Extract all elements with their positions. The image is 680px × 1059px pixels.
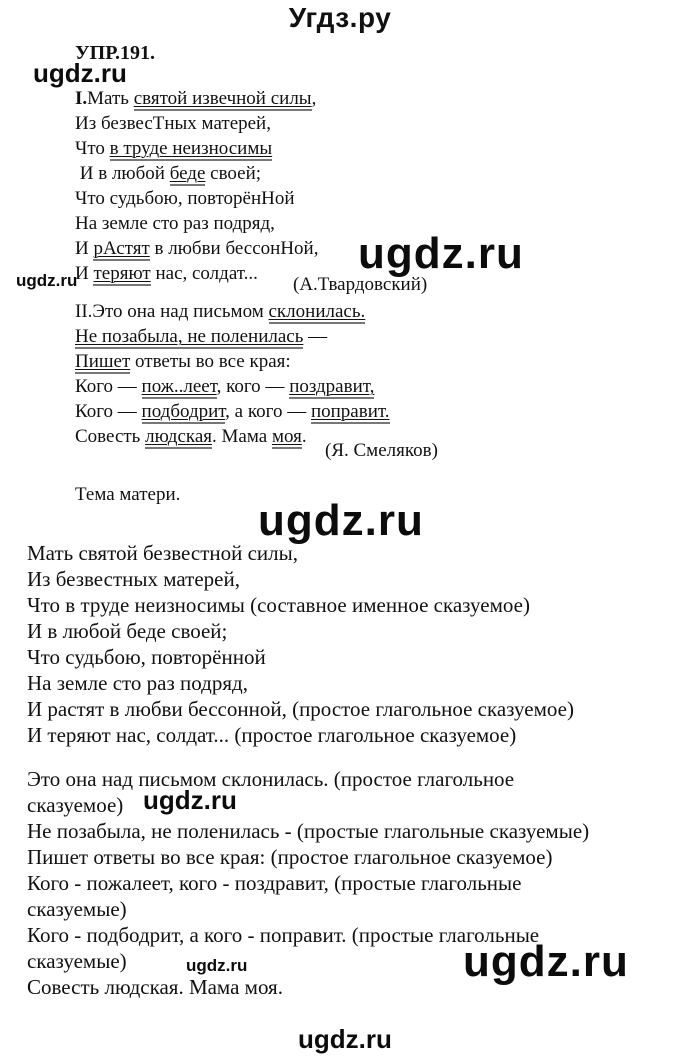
answer-line: сказуемые): [27, 949, 127, 973]
answer-block-1: [27, 540, 667, 748]
poem-part-1: [75, 86, 318, 286]
predicate-underlined: поздравит,: [289, 376, 375, 397]
text: нас, солдат...: [150, 263, 258, 284]
text: ответы во все края:: [130, 351, 291, 372]
poem-line: [75, 86, 318, 111]
watermark: ugdz.ru: [186, 956, 248, 975]
answer-line: Пишет ответы во все края: (простое глагольное сказуемое): [27, 845, 553, 869]
answer-line: И теряют нас, солдат... (простое глагольное сказуемое): [27, 723, 517, 747]
poem-line: [75, 211, 318, 236]
text: в любви бессонНой,: [149, 238, 319, 259]
text: И в любой: [79, 163, 170, 184]
poem-line: [75, 111, 318, 136]
text: Кого —: [75, 376, 142, 397]
answer-line: Мать святой безвестной силы,: [27, 541, 299, 565]
text: , кого —: [216, 376, 290, 397]
poem-line: [75, 161, 318, 186]
poem-line: [75, 261, 318, 286]
text: И: [75, 238, 94, 259]
topic-label: Тема матери.: [75, 484, 181, 505]
predicate-underlined: беде: [169, 163, 206, 184]
text: II.Это она над письмом: [75, 301, 269, 322]
answer-line: Это она над письмом склонилась. (простое глагольное: [27, 767, 515, 791]
answer-line: сказуемые): [27, 897, 127, 921]
answer-line: сказуемое): [27, 793, 124, 817]
watermark: ugdz.ru: [33, 58, 127, 88]
predicate-underlined: подбодрит: [141, 401, 226, 422]
answer-line: И в любой беде своей;: [27, 619, 228, 643]
text: Совесть: [75, 426, 146, 447]
answer-block-2: [27, 766, 667, 1000]
poem-line: [75, 349, 390, 374]
text: Кого —: [75, 401, 142, 422]
watermark: ugdz.ru: [463, 937, 629, 986]
watermark: ugdz.ru: [143, 785, 237, 815]
answer-line: Что судьбою, повторённой: [27, 645, 266, 669]
predicate-underlined: святой извечной силы: [133, 88, 312, 109]
watermark: ugdz.ru: [258, 496, 424, 545]
watermark: ugdz.ru: [298, 1024, 392, 1054]
text: И: [75, 263, 94, 284]
text: ,: [311, 88, 317, 109]
text: своей;: [205, 163, 262, 184]
watermark: ugdz.ru: [16, 271, 78, 290]
text: Что судьбою, повторёнНой: [75, 188, 295, 209]
predicate-underlined: Не позабыла, не поленилась: [75, 326, 304, 347]
site-title: Угдз.ру: [288, 2, 392, 33]
text: , а кого —: [225, 401, 311, 422]
predicate-underlined: поправит.: [310, 401, 390, 422]
answer-line: Кого - подбодрит, а кого - поправит. (простые глагольные: [27, 923, 540, 947]
answer-line: И растят в любви бессонной, (простое глагольное сказуемое): [27, 697, 574, 721]
answer-line: Кого - пожалеет, кого - поздравит, (простые глагольные: [27, 871, 522, 895]
author-tvardovsky: (А.Твардовский): [293, 274, 428, 295]
poem-line: [75, 136, 318, 161]
answer-line: На земле сто раз подряд,: [27, 671, 248, 695]
answer-line: Из безвестных матерей,: [27, 567, 240, 591]
poem-line: [75, 186, 318, 211]
text: .: [301, 426, 307, 447]
text: —: [303, 326, 328, 347]
predicate-underlined: моя: [271, 426, 302, 447]
predicate-underlined: людская: [145, 426, 213, 447]
exercise-title: УПР.191.: [75, 42, 155, 64]
poem-part-2: [75, 299, 390, 449]
poem-line: [75, 399, 390, 424]
text: Мать: [87, 88, 134, 109]
poem-line: [75, 374, 390, 399]
answer-line: Не позабыла, не поленилась - (простые глагольные сказуемые): [27, 819, 590, 843]
author-smelyakov: (Я. Смеляков): [325, 440, 438, 461]
answer-line: Что в труде неизносимы (составное именное сказуемое): [27, 593, 530, 617]
predicate-underlined: склонилась.: [268, 301, 366, 322]
poem-line: [75, 299, 390, 324]
text: На земле сто раз подряд,: [75, 213, 275, 234]
predicate-underlined: в труде неизносимы: [109, 138, 273, 159]
answer-line: Совесть людская. Мама моя.: [27, 975, 283, 999]
predicate-underlined: рАстят: [93, 238, 150, 259]
text: Что: [75, 138, 110, 159]
text: . Мама: [212, 426, 272, 447]
text: Из безвесТных матерей,: [75, 113, 271, 134]
predicate-underlined: теряют: [93, 263, 151, 284]
poem-line: [75, 236, 318, 261]
watermark: ugdz.ru: [358, 229, 524, 278]
poem-line: [75, 324, 390, 349]
predicate-underlined: пож..леет: [141, 376, 217, 397]
part-numeral: I.: [75, 88, 88, 109]
predicate-underlined: Пишет: [75, 351, 131, 372]
